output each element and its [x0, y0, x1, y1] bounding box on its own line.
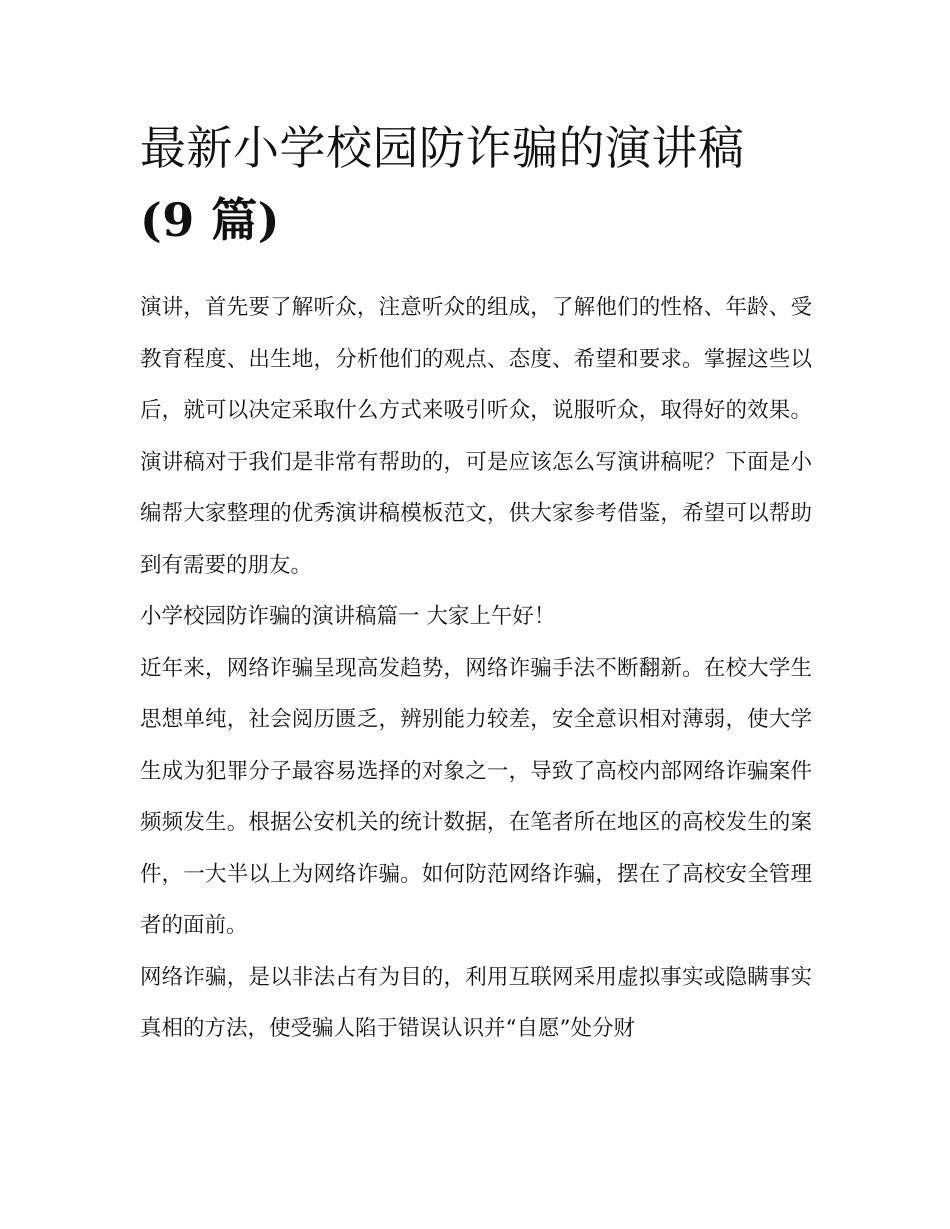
intro-paragraph: 演讲，首先要了解听众，注意听众的组成，了解他们的性格、年龄、受教育程度、出生地，分析他们的观点、态度、希望和要求。掌握这些以后，就可以决定采取什么方式来吸引听众，说服听众，取得好的效果。演讲稿对于我们是非常有帮助的，可是应该怎么写演讲稿呢？下面是小编帮大家整理的优秀演讲稿模板范文，供大家参考借鉴，希望可以帮助到有需要的朋友。 [140, 295, 812, 578]
title-line-1: 最新小学校园防诈骗的演讲稿 [140, 121, 745, 175]
document-body [140, 282, 812, 1055]
body-paragraph-1: 近年来，网络诈骗呈现高发趋势，网络诈骗手法不断翻新。在校大学生思想单纯，社会阅历匮乏，辨别能力较差，安全意识相对薄弱，使大学生成为犯罪分子最容易选择的对象之一，导致了高校内部网络诈骗案件频频发生。根据公安机关的统计数据，在笔者所在地区的高校发生的案件，一大半以上为网络诈骗。如何防范网络诈骗，摆在了高校安全管理者的面前。 [140, 655, 812, 938]
body-paragraph-2: 网络诈骗，是以非法占有为目的，利用互联网采用虚拟事实或隐瞒事实真相的方法，使受骗人陷于错误认识并“自愿”处分财 [140, 964, 812, 1041]
title-line-2: (9 篇) [140, 193, 281, 247]
section-heading: 小学校园防诈骗的演讲稿篇一 大家上午好！ [140, 604, 556, 629]
document-title [140, 112, 812, 256]
document-page [140, 112, 812, 1055]
